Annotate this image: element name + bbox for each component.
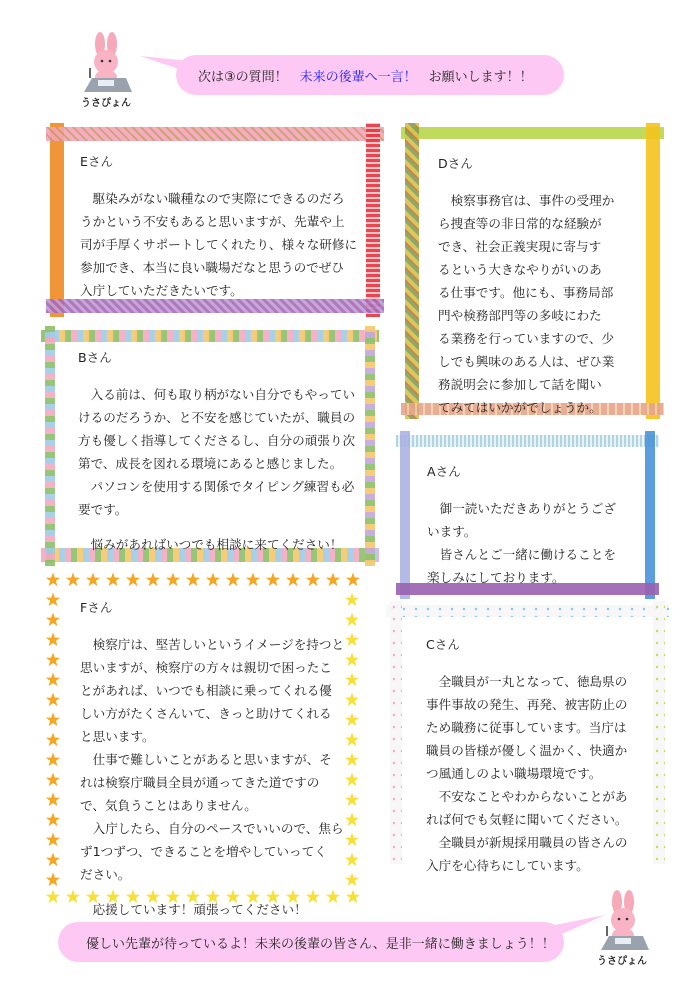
card-text-line: 入庁していただきたいです。 (80, 283, 243, 298)
decorative-tape-l (390, 601, 402, 864)
star-icon (46, 813, 60, 827)
star-icon (46, 713, 60, 727)
decorative-tape-t (41, 330, 379, 342)
card-text-line: けるのだろうか、と不安を感じていたが、職員の (78, 410, 356, 425)
star-icon (206, 573, 220, 587)
card-author: Aさん (427, 464, 461, 479)
bubble-text-highlight: 未来の後輩へ一言！ (299, 69, 417, 85)
card-text-line: 参加でき、本当に良い職場だなと思うのでぜひ (80, 260, 344, 275)
footer-speech-bubble (58, 922, 564, 962)
message-card-a (400, 435, 655, 595)
card-text-line: 務説明会に参加して話を聞い (438, 377, 602, 392)
card-text-line: 入る前は、何も取り柄がない自分でもやってい (78, 387, 356, 402)
decorative-tape-r (653, 601, 665, 864)
rabbit-mascot-icon (595, 890, 651, 960)
card-text-line: ら捜査等の非日常的な経験が (438, 216, 602, 231)
star-icon (345, 693, 359, 707)
star-icon (46, 793, 60, 807)
card-text-line: つ風通しのよい職場環境です。 (426, 766, 602, 781)
star-icon (46, 593, 60, 607)
card-text-line: 検察庁は、堅苦しいというイメージを持つと (80, 637, 345, 652)
star-icon (345, 593, 359, 607)
card-text-line: るという大きなやりがいのあ (438, 262, 602, 277)
decorative-tape-r (366, 123, 380, 317)
star-icon (345, 793, 359, 807)
star-icon (166, 573, 180, 587)
decorative-tape-l (45, 326, 55, 566)
star-icon (345, 633, 359, 647)
card-content (80, 150, 357, 302)
card-text-line: とがあれば、いつでも相談に乗ってくれる優 (80, 683, 332, 698)
card-text-line: 不安なことやわからないことがあ (426, 789, 628, 804)
card-text-line: 応援しています！頑張ってください！ (80, 902, 307, 917)
card-text-line: ださい。 (80, 867, 131, 882)
message-card-c (390, 605, 665, 873)
decorative-tape-r (365, 326, 375, 566)
card-content (80, 596, 344, 921)
star-icon (306, 573, 320, 587)
star-icon (345, 853, 359, 867)
card-author: Bさん (78, 350, 112, 365)
card-text-line: てみてはいかがでしょうか。 (438, 400, 602, 415)
card-text-line: うかという不安もあると思いますが、先輩や上 (80, 214, 345, 229)
card-text-line: 仕事で難しいことがあると思いますが、そ (80, 752, 332, 767)
card-text-line: る仕事です。他にも、事務局部 (438, 285, 614, 300)
card-text-line: パソコンを使用する関係でタイピング練習も必 (78, 479, 355, 494)
star-icon (266, 573, 280, 587)
decorative-tape-l (400, 431, 410, 599)
star-icon (246, 573, 260, 587)
decorative-tape-t (46, 127, 384, 141)
message-card-d (405, 127, 660, 415)
card-text-line: しい方がたくさんいて、きっと助けてくれる (80, 706, 332, 721)
star-icon (345, 833, 359, 847)
bubble-text-question: 次は③の質問！ (198, 69, 288, 85)
star-icon (106, 573, 120, 587)
card-text-line: 方も優しく指導してくださるし、自分の頑張り次 (78, 433, 356, 448)
card-text-line: ず1つずつ、できることを増やしていってく (80, 844, 327, 859)
star-icon (126, 573, 140, 587)
star-icon (345, 773, 359, 787)
star-icon (286, 573, 300, 587)
card-text-line: 入庁したら、自分のペースでいいので、焦ら (80, 821, 344, 836)
star-icon (46, 573, 60, 587)
star-icon (345, 673, 359, 687)
star-icon (345, 653, 359, 667)
star-icon (46, 890, 60, 904)
card-text-line: 楽しみにしております。 (427, 570, 565, 585)
decorative-tape-l (50, 123, 64, 317)
card-content (426, 633, 628, 877)
star-icon (46, 633, 60, 647)
card-text-line: 第で、成長を図れる環境にあると感じました。 (78, 456, 343, 471)
card-text-line: 御一読いただきありがとうござ (427, 501, 616, 516)
decorative-tape-r (645, 431, 655, 599)
header-speech-bubble (176, 55, 564, 95)
star-icon (46, 873, 60, 887)
card-text-line: 皆さんとご一緒に働けることを (427, 547, 616, 562)
card-text-line: 職員の皆様が優しく温かく、快適か (426, 743, 628, 758)
card-text-line: と思います。 (80, 729, 155, 744)
star-icon (345, 613, 359, 627)
decorative-tape-t (401, 127, 664, 139)
star-icon (46, 613, 60, 627)
rabbit-mascot-icon (78, 32, 134, 102)
star-icon (46, 773, 60, 787)
mascot-name: うさぴょん (81, 98, 131, 109)
card-text-line: 検察事務官は、事件の受理か (438, 193, 615, 208)
star-icon (345, 813, 359, 827)
card-content (78, 346, 355, 556)
card-text-line: 全職員が新規採用職員の皆さんの (426, 835, 628, 850)
star-icon (86, 573, 100, 587)
card-author: Cさん (426, 637, 460, 652)
card-text-line: で、気負うことはありません。 (80, 798, 257, 813)
card-text-line: 門や検務部門等の多岐にわた (438, 308, 602, 323)
decorative-tape-r (646, 123, 660, 419)
card-text-line: 要です。 (78, 502, 128, 517)
star-icon (46, 733, 60, 747)
star-icon (46, 753, 60, 767)
card-text-line: 悩みがあればいつでも相談に来てください！ (78, 537, 343, 552)
card-text-line: 入庁を心待ちにしています。 (426, 858, 589, 873)
card-text-line: います。 (427, 524, 477, 539)
star-icon (326, 573, 340, 587)
star-icon (345, 873, 359, 887)
card-text-line: 思いますが、検察庁の方々は親切で困ったこ (80, 660, 332, 675)
message-card-b (45, 330, 375, 562)
star-icon (346, 890, 360, 904)
bubble-text-request: お願いします！！ (428, 69, 533, 85)
card-author: Dさん (438, 156, 473, 171)
card-text-line: でき、社会正義実現に寄与す (438, 239, 602, 254)
card-text-line: 司が手厚くサポートしてくれたり、様々な研修に (80, 237, 358, 252)
footer-bubble-text: 優しい先輩が待っているよ！未来の後輩の皆さん、是非一緒に働きましょう！！ (86, 936, 555, 952)
star-icon (345, 753, 359, 767)
message-card-e (50, 127, 380, 313)
card-content (438, 152, 614, 419)
star-icon (345, 733, 359, 747)
card-text-line: しでも興味のある人は、ぜひ業 (438, 354, 615, 369)
star-icon (46, 653, 60, 667)
decorative-tape-t (386, 605, 669, 617)
star-icon (226, 573, 240, 587)
star-icon (46, 673, 60, 687)
card-text-line: れは検察庁職員全員が通ってきた道ですの (80, 775, 320, 790)
star-icon (46, 693, 60, 707)
card-text-line: 事件事故の発生、再発、被害防止の (426, 697, 628, 712)
star-icon (345, 713, 359, 727)
card-author: Fさん (80, 600, 113, 615)
star-icon (46, 833, 60, 847)
card-text-line: 全職員が一丸となって、徳島県の (426, 674, 628, 689)
star-icon (66, 573, 80, 587)
star-icon (186, 573, 200, 587)
decorative-tape-t (396, 435, 659, 447)
card-text-line: ため職務に従事しています。当庁は (426, 720, 627, 735)
footer-mascot-name: うさぴょん (597, 956, 647, 967)
message-card-f (45, 572, 360, 917)
card-text-line: る業務を行っていますので、少 (438, 331, 615, 346)
card-content (427, 460, 616, 589)
star-icon (46, 853, 60, 867)
star-icon (146, 573, 160, 587)
star-icon (66, 890, 80, 904)
card-text-line: れば何でも気軽に聞いてください。 (426, 812, 628, 827)
card-text-line: 駆染みがない職種なので実際にできるのだろ (80, 191, 345, 206)
star-icon (346, 573, 360, 587)
decorative-tape-l (405, 123, 419, 419)
card-author: Eさん (80, 154, 114, 169)
